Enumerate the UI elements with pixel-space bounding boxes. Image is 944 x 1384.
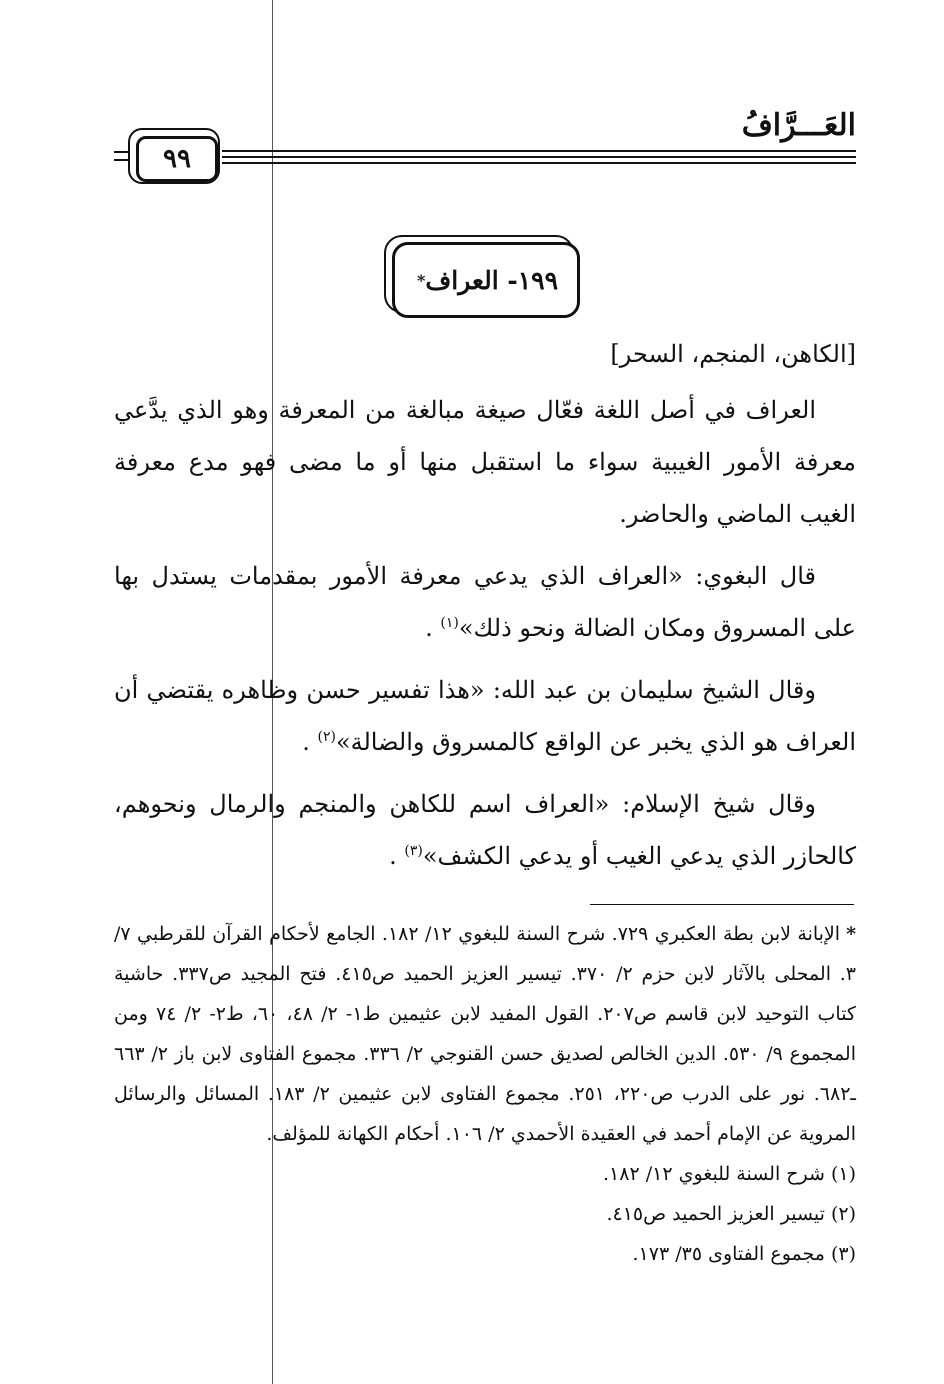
body-text <box>114 328 856 892</box>
running-title: العَـــرَّافُ <box>741 108 856 143</box>
sources-footnote <box>114 914 856 1154</box>
page-number: ٩٩ <box>136 136 218 182</box>
footnotes <box>114 914 856 1274</box>
quote-text: وقال الشيخ سليمان بن عبد الله: «هذا تفسير حسن وظاهره يقتضي أن العراف هو الذي يخبر عن الواقع كالمسروق والضالة» <box>114 676 856 756</box>
footnote-1: (١)شرح السنة للبغوي ١٢/ ١٨٢. <box>603 1163 856 1185</box>
quote-text: وقال شيخ الإسلام: «العراف اسم للكاهن والمنجم والرمال ونحوهم، كالحازر الذي يدعي الغيب أو يدعي الكشف» <box>114 790 856 870</box>
quote-text: قال البغوي: «العراف الذي يدعي معرفة الأمور بمقدمات يستدل بها على المسروق ومكان الضالة ونحو ذلك» <box>114 562 856 642</box>
footnote-2: (٢)تيسير العزيز الحميد ص٤١٥. <box>606 1203 856 1225</box>
paragraph-definition: العراف في أصل اللغة فعّال صيغة مبالغة من المعرفة وهو الذي يدَّعي معرفة الأمور الغيبية سواء ما استقبل منها أو ما مضى فهو مدع معرفة الغيب الماضي والحاضر. <box>114 396 856 528</box>
entry-heading-text: ١٩٩- العراف <box>425 265 559 295</box>
footnote-3: (٣)مجموع الفتاوى ٣٥/ ١٧٣. <box>632 1243 856 1265</box>
footnote-ref: (٣) <box>404 843 423 859</box>
paragraph-shaykh-islam: وقال شيخ الإسلام: «العراف اسم للكاهن والمنجم والرمال ونحوهم، كالحازر الذي يدعي الغيب أو يدعي الكشف»$^{(٣)}$ . <box>114 790 856 870</box>
footnote-separator <box>590 904 854 905</box>
entry-heading <box>392 242 580 318</box>
paragraph-baghawi: قال البغوي: «العراف الذي يدعي معرفة الأمور بمقدمات يستدل بها على المسروق ومكان الضالة ونحو ذلك»$^{(١)}$ . <box>114 562 856 642</box>
synonyms-line: [الكاهن، المنجم، السحر] <box>610 340 856 368</box>
paragraph-sulayman: وقال الشيخ سليمان بن عبد الله: «هذا تفسير حسن وظاهره يقتضي أن العراف هو الذي يخبر عن الواقع كالمسروق والضالة»$^{(٢)}$ . <box>114 676 856 756</box>
heading-asterisk: * <box>416 270 426 290</box>
header-rule <box>222 162 856 164</box>
footnote-ref: (٢) <box>317 729 336 745</box>
header-rule <box>222 150 856 152</box>
asterisk-mark: * <box>846 923 856 945</box>
footnote-ref: (١) <box>440 615 459 631</box>
header-rule <box>222 156 856 158</box>
sources-text: الإبانة لابن بطة العكبري ٧٢٩. شرح السنة للبغوي ١٢/ ١٨٢. الجامع لأحكام القرآن للقرطبي ٧/ ٣. المحلى بالآثار لابن حزم ٢/ ٣٧٠. تيسير العزيز الحميد ص٤١٥. فتح المجيد ص٣٣٧. حاشية كتاب التوحيد لابن قاسم ص٢٠٧. القول المفيد لابن عثيمين ط١- ٢/ ٤٨، ٦٠، ط٢- ٢/ ٧٤ ومن المجموع ٩/ ٥٣٠. الدين الخالص لصديق حسن القنوجي ٢/ ٣٣٦. مجموع الفتاوى لابن باز ٢/ ٦٦٣ ـ٦٨٢. نور على الدرب ص٢٢٠، ٢٥١. مجموع الفتاوى لابن عثيمين ٢/ ١٨٣. المسائل والرسائل المروية عن الإمام أحمد في العقيدة الأحمدي ٢/ ١٠٦. أحكام الكهانة للمؤلف. <box>114 923 857 1145</box>
